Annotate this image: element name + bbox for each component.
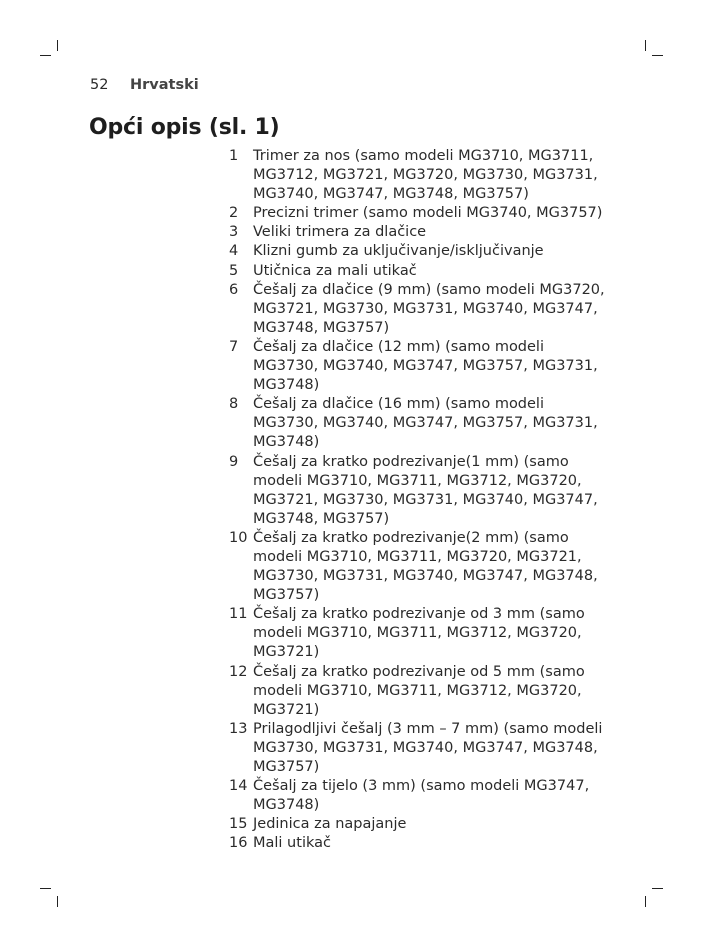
part-description bbox=[253, 262, 629, 281]
page-title: Opći opis (sl. 1) bbox=[89, 115, 280, 140]
part-number: 8 bbox=[229, 396, 239, 413]
part-description bbox=[253, 777, 629, 815]
part-description-line: Mali utikač bbox=[253, 835, 331, 852]
crop-mark-top-right-h bbox=[652, 55, 663, 56]
part-description bbox=[253, 663, 629, 720]
part-description-line: Češalj za dlačice (12 mm) (samo modeli bbox=[253, 338, 544, 355]
list-item bbox=[229, 834, 629, 853]
part-number: 15 bbox=[229, 816, 248, 833]
list-item bbox=[229, 242, 629, 261]
part-description-line: MG3740, MG3747, MG3748, MG3757) bbox=[253, 186, 529, 203]
part-number: 2 bbox=[229, 205, 239, 222]
section-language: Hrvatski bbox=[130, 77, 199, 93]
part-description-line: MG3730, MG3731, MG3740, MG3747, MG3748, bbox=[253, 568, 598, 585]
part-number: 4 bbox=[229, 243, 239, 260]
part-number: 12 bbox=[229, 663, 248, 680]
crop-mark-top-right-v bbox=[645, 40, 646, 51]
part-description-line: modeli MG3710, MG3711, MG3712, MG3720, bbox=[253, 682, 582, 699]
part-number: 11 bbox=[229, 606, 248, 623]
part-description-line: MG3748, MG3757) bbox=[253, 510, 390, 527]
part-description-line: modeli MG3710, MG3711, MG3712, MG3720, bbox=[253, 472, 582, 489]
crop-mark-bottom-left-h bbox=[40, 888, 51, 889]
part-description-line: Češalj za dlačice (16 mm) (samo modeli bbox=[253, 396, 544, 413]
part-description-line: Klizni gumb za uključivanje/isključivanje bbox=[253, 243, 544, 260]
part-description-line: MG3721) bbox=[253, 701, 320, 718]
part-description-line: modeli MG3710, MG3711, MG3720, MG3721, bbox=[253, 548, 582, 565]
part-description-line: Češalj za kratko podrezivanje(1 mm) (samo bbox=[253, 453, 569, 470]
part-description bbox=[253, 281, 629, 338]
part-description bbox=[253, 147, 629, 204]
part-description-line: MG3712, MG3721, MG3720, MG3730, MG3731, bbox=[253, 167, 598, 184]
list-item bbox=[229, 223, 629, 242]
running-header bbox=[90, 77, 199, 93]
list-item bbox=[229, 815, 629, 834]
list-item bbox=[229, 204, 629, 223]
list-item bbox=[229, 605, 629, 662]
part-description-line: Jedinica za napajanje bbox=[253, 816, 407, 833]
crop-mark-bottom-left-v bbox=[57, 896, 58, 907]
part-description-line: Trimer za nos (samo modeli MG3710, MG3711, bbox=[253, 148, 594, 164]
part-description-line: Češalj za kratko podrezivanje od 5 mm (samo bbox=[253, 663, 585, 680]
list-item bbox=[229, 663, 629, 720]
part-description-line: Prilagodljivi češalj (3 mm – 7 mm) (samo modeli bbox=[253, 720, 603, 737]
part-description bbox=[253, 223, 629, 242]
list-item bbox=[229, 147, 629, 204]
part-description-line: MG3721, MG3730, MG3731, MG3740, MG3747, bbox=[253, 491, 598, 508]
part-description bbox=[253, 529, 629, 605]
part-description-line: MG3748, MG3757) bbox=[253, 319, 390, 336]
part-description-line: MG3730, MG3731, MG3740, MG3747, MG3748, bbox=[253, 739, 598, 756]
part-description-line: modeli MG3710, MG3711, MG3712, MG3720, bbox=[253, 625, 582, 642]
part-description bbox=[253, 242, 629, 261]
part-description-line: MG3730, MG3740, MG3747, MG3757, MG3731, bbox=[253, 415, 598, 432]
list-item bbox=[229, 338, 629, 395]
part-number: 1 bbox=[229, 148, 239, 164]
part-description-line: Češalj za kratko podrezivanje(2 mm) (samo bbox=[253, 529, 569, 546]
part-number: 13 bbox=[229, 720, 248, 737]
list-item bbox=[229, 777, 629, 815]
part-number: 6 bbox=[229, 281, 239, 298]
list-item bbox=[229, 453, 629, 529]
part-description-line: Veliki trimera za dlačice bbox=[253, 224, 427, 241]
list-item bbox=[229, 262, 629, 281]
part-description-line: MG3730, MG3740, MG3747, MG3757, MG3731, bbox=[253, 358, 598, 375]
part-description-line: MG3721) bbox=[253, 644, 320, 661]
part-description-line: Češalj za dlačice (9 mm) (samo modeli MG3720, bbox=[253, 281, 605, 298]
part-description bbox=[253, 395, 629, 452]
part-description bbox=[253, 453, 629, 529]
part-number: 14 bbox=[229, 778, 248, 795]
crop-mark-top-left-h bbox=[40, 55, 51, 56]
list-item bbox=[229, 281, 629, 338]
part-description-line: MG3721, MG3730, MG3731, MG3740, MG3747, bbox=[253, 300, 598, 317]
parts-list bbox=[229, 147, 629, 853]
crop-mark-bottom-right-h bbox=[652, 888, 663, 889]
part-number: 10 bbox=[229, 529, 248, 546]
part-description-line: Utičnica za mali utikač bbox=[253, 262, 417, 279]
part-description bbox=[253, 815, 629, 834]
part-description-line: MG3748) bbox=[253, 377, 320, 394]
part-description-line: MG3757) bbox=[253, 587, 320, 604]
part-description-line: MG3748) bbox=[253, 797, 320, 814]
part-description-line: MG3748) bbox=[253, 434, 320, 451]
part-description bbox=[253, 720, 629, 777]
page-number: 52 bbox=[90, 77, 109, 93]
part-description bbox=[253, 834, 629, 853]
part-description-line: MG3757) bbox=[253, 759, 320, 775]
part-description-line: Češalj za kratko podrezivanje od 3 mm (samo bbox=[253, 606, 585, 623]
crop-mark-top-left-v bbox=[57, 40, 58, 51]
part-description-line: Češalj za tijelo (3 mm) (samo modeli MG3747, bbox=[253, 778, 590, 795]
part-description-line: Precizni trimer (samo modeli MG3740, MG3757) bbox=[253, 205, 603, 222]
part-number: 3 bbox=[229, 224, 239, 241]
part-description bbox=[253, 204, 629, 223]
list-item bbox=[229, 720, 629, 777]
list-item bbox=[229, 395, 629, 452]
part-description bbox=[253, 338, 629, 395]
list-item bbox=[229, 529, 629, 605]
part-number: 7 bbox=[229, 338, 239, 355]
part-number: 16 bbox=[229, 835, 248, 852]
part-number: 5 bbox=[229, 262, 239, 279]
part-number: 9 bbox=[229, 453, 239, 470]
crop-mark-bottom-right-v bbox=[645, 896, 646, 907]
part-description bbox=[253, 605, 629, 662]
